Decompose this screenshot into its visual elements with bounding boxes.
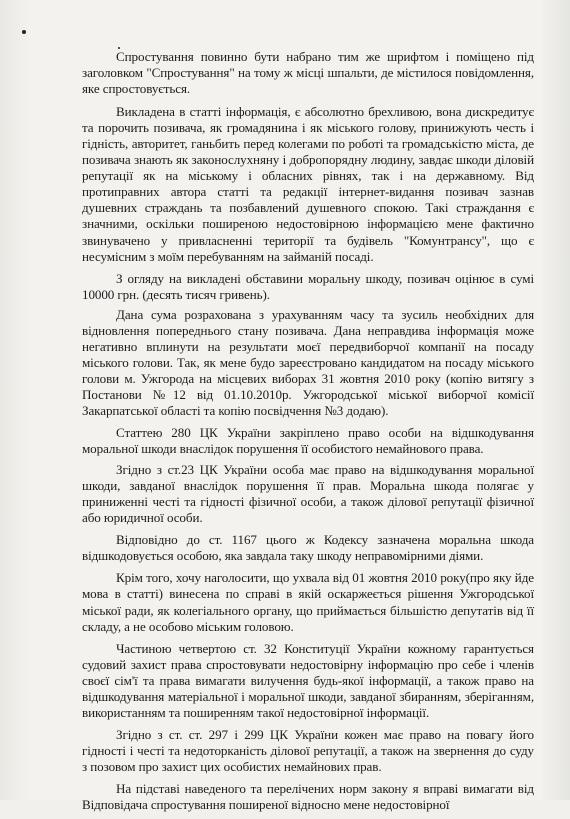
document-body: [82, 49, 534, 819]
paragraph-ruling-note: Крім того, хочу наголосити, що ухвала від 01 жовтня 2010 року(про яку йде мова в статті) винесена по справі в якій оскаржеється рішення Ужгородської міської ради, як колегіального органу, що приймається більшістю депутатів від її складу, а не особово міським головою.: [82, 570, 534, 634]
paragraph-refutation-format: Спростування повинно бути набрано тим же шрифтом і поміщено під заголовком "Спростування" на тому ж місці шпальти, де містилося повідомлення, яке спростовується.: [82, 49, 534, 97]
paragraph-false-information: Викладена в статті інформація, є абсолютно брехливою, вона дискредитує та порочить позивача, як громадянина і як міського голову, принижують честь і гідність, авторитет, ганьбить перед колегами по роботі та громадськістю міста, де позивача знають як законослухняну і добропорядну людину, завдає шкоди діловій репутації як на міському і обласних рівнях, так і на державному. Від протиправних автора статті та редакції інтернет-видання позивач зазнав душевних страждань та позбавлений душевного спокою. Такі страждання є значними, оскільки поширеною недостовірною інформацією мене фактично звинувачено у привласненні території та будівель "Комунтрансу", що є несумісним з моїм перебуванням на займаній посаді.: [82, 104, 534, 264]
paragraph-article-23: Згідно з ст.23 ЦК України особа має право на відшкодування моральної шкоди, завданої внаслідок порушення її прав. Моральна шкода полягає у приниженні честі та гідності фізичної особи, а також ділової репутації фізичної або юридичної особи.: [82, 462, 534, 526]
paragraph-articles-297-299: Згідно з ст. ст. 297 і 299 ЦК України кожен має право на повагу його гідності і честі та недоторканість ділової репутації, а також на звернення до суду з позовом про захист цих особистих немайнових прав.: [82, 726, 534, 774]
scan-speck: [22, 30, 26, 34]
paragraph-constitution-32: Частиною четвертою ст. 32 Конституції України кожному гарантується судовий захист права спростовувати недостовірну інформацію про себе і членів своєї сім'ї та права вимагати вилучення будь-якої інформації, а також право на відшкодування матеріальної і моральної шкоди, завданої збиранням, зберіганням, використанням та поширенням такої недостовірної інформації.: [82, 640, 534, 720]
paragraph-demand: На підставі наведеного та перелічених норм закону я вправі вимагати від Відповідача спростування поширеної відносно мене недостовірної: [82, 780, 534, 813]
paragraph-amount-reasoning: Дана сума розрахована з урахуванням часу та зусиль необхідних для відновлення попереднього стану позивача. Дана неправдива інформація може негативно вплинути на результати моєї передвиборчої компанії на посаду міського голови. Так, як мене будо зареєстровано кандидатом на посаду міського голови м. Ужгорода на місцевих виборах 31 жовтня 2010 року (копію витягу з Постанови №12 від 01.10.2010р. Ужгородської міської виборчої комісії Закарпатської області та копію посвідчення №3 додаю).: [82, 306, 534, 418]
paragraph-article-280: Статтею 280 ЦК України закріплено право особи на відшкодування моральної шкоди внаслідок порушення її особистого немайнового права.: [82, 425, 534, 457]
paragraph-article-1167: Відповідно до ст. 1167 цього ж Кодексу зазначена моральна шкода відшкодовується особою, яка завдала таку шкоду неправомірними діями.: [82, 532, 534, 564]
paragraph-damage-amount: З огляду на викладені обставини моральну шкоду, позивач оцінює в сумі 10000 грн. (десять тисяч гривень).: [82, 270, 534, 302]
